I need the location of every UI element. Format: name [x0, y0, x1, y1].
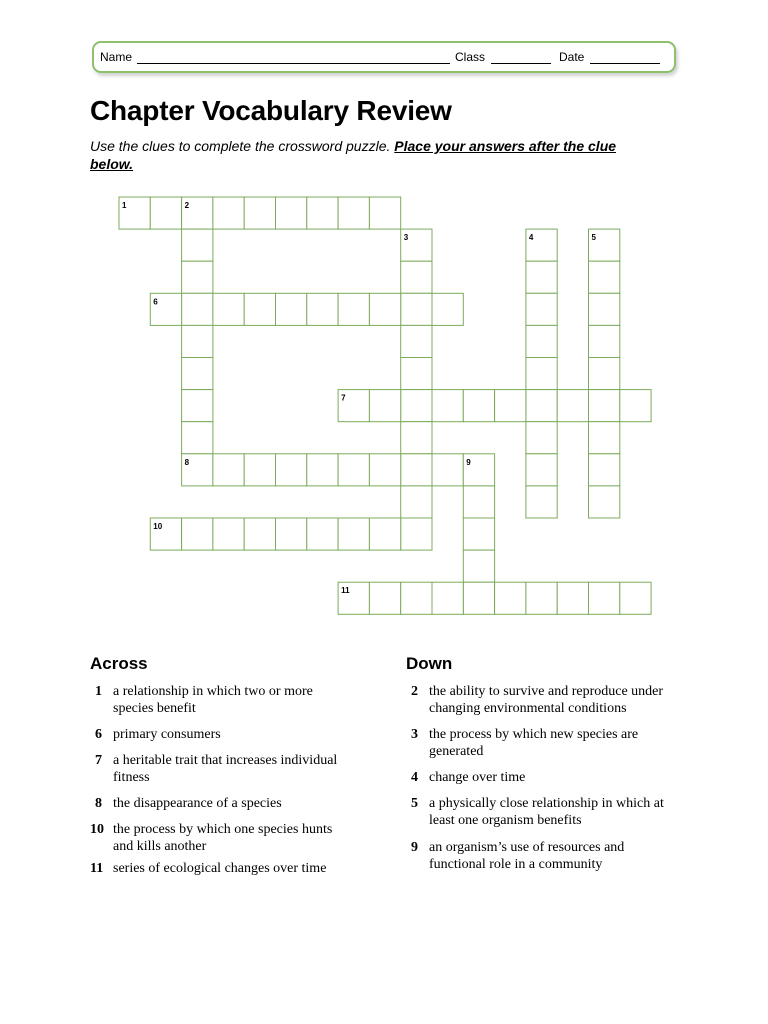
crossword-cell[interactable] [432, 582, 463, 614]
crossword-cell[interactable] [526, 293, 557, 325]
crossword-cell[interactable] [244, 454, 275, 486]
crossword-cell[interactable] [432, 390, 463, 422]
crossword-cell[interactable] [338, 454, 369, 486]
crossword-cell[interactable] [495, 390, 526, 422]
crossword-cell[interactable] [463, 486, 494, 518]
clue-number: 7 [95, 753, 102, 768]
crossword-cell[interactable] [369, 518, 400, 550]
crossword-cell[interactable] [401, 293, 432, 325]
clue-number: 9 [411, 840, 418, 855]
crossword-cell[interactable] [338, 293, 369, 325]
clue-number-5: 5 [591, 233, 596, 243]
crossword-cell[interactable] [526, 454, 557, 486]
clue-number-7: 7 [341, 393, 346, 403]
clue-text: a physically close relationship in which at least one organism benefits [429, 796, 664, 828]
instructions-emphasis: Place your answers after the clue below. [90, 138, 617, 172]
crossword-cell[interactable] [401, 518, 432, 550]
crossword-cell[interactable] [213, 518, 244, 550]
crossword-cell[interactable] [182, 261, 213, 293]
clue-text: a heritable trait that increases individual fitness [113, 753, 338, 785]
crossword-cell[interactable] [369, 293, 400, 325]
crossword-cell[interactable] [338, 197, 369, 229]
clue-text: the disappearance of a species [113, 796, 282, 811]
crossword-cell[interactable] [526, 358, 557, 390]
crossword-cell[interactable] [526, 582, 557, 614]
crossword-cell[interactable] [401, 422, 432, 454]
crossword-cell[interactable] [401, 390, 432, 422]
crossword-cell[interactable] [589, 422, 620, 454]
clue-number: 5 [411, 796, 418, 811]
clue-number-10: 10 [153, 522, 163, 531]
class-label: Class [455, 50, 486, 64]
name-label: Name [100, 50, 133, 64]
crossword-cell[interactable] [401, 325, 432, 357]
clue-number: 1 [95, 684, 102, 699]
clue-text: the process by which one species hunts and kills another [113, 822, 333, 854]
clue-number-2: 2 [184, 201, 190, 210]
crossword-cell[interactable] [307, 518, 338, 550]
clue-text: the ability to survive and reproduce under changing environmental conditions [429, 684, 664, 716]
crossword-cell[interactable] [526, 325, 557, 357]
crossword-cell[interactable] [369, 390, 400, 422]
clue-number: 6 [95, 727, 102, 742]
crossword-cell[interactable] [526, 422, 557, 454]
crossword-cell[interactable] [463, 582, 494, 614]
clue-number: 10 [90, 822, 104, 837]
clue-number: 11 [90, 861, 104, 876]
crossword-cell[interactable] [432, 454, 463, 486]
crossword-cell[interactable] [244, 197, 275, 229]
crossword-cell[interactable] [557, 582, 588, 614]
crossword-cell[interactable] [401, 454, 432, 486]
page-title: Chapter Vocabulary Review [90, 95, 452, 126]
clue-number-11: 11 [341, 586, 350, 596]
crossword-cell[interactable] [307, 454, 338, 486]
crossword-cell[interactable] [369, 454, 400, 486]
crossword-cell[interactable] [589, 582, 620, 614]
crossword-cell[interactable] [557, 390, 588, 422]
clue-number-8: 8 [184, 457, 190, 467]
crossword-cell[interactable] [182, 422, 213, 454]
crossword-cell[interactable] [589, 358, 620, 390]
crossword-cell[interactable] [276, 454, 307, 486]
crossword-cell[interactable] [369, 582, 400, 614]
crossword-cell[interactable] [620, 582, 651, 614]
clue-text: series of ecological changes over time [113, 861, 327, 876]
date-label: Date [559, 50, 585, 64]
crossword-cell[interactable] [213, 293, 244, 325]
crossword-cell[interactable] [276, 197, 307, 229]
crossword-cell[interactable] [182, 358, 213, 390]
crossword-cell[interactable] [213, 454, 244, 486]
clue-number: 3 [411, 727, 418, 742]
clue-number: 8 [95, 796, 102, 811]
crossword-cell[interactable] [589, 454, 620, 486]
crossword-cell[interactable] [182, 229, 213, 261]
crossword-cell[interactable] [401, 486, 432, 518]
clue-text: an organism’s use of resources and functional role in a community [429, 840, 625, 872]
crossword-cell[interactable] [401, 358, 432, 390]
crossword-cell[interactable] [213, 197, 244, 229]
crossword-cell[interactable] [526, 261, 557, 293]
clue-text: a relationship in which two or more species benefit [113, 684, 313, 716]
crossword-cell[interactable] [182, 518, 213, 550]
crossword-cell[interactable] [244, 518, 275, 550]
instructions-text: Use the clues to complete the crossword puzzle. [90, 138, 391, 154]
crossword-cell[interactable] [463, 518, 494, 550]
crossword-cell[interactable] [338, 518, 369, 550]
crossword-cell[interactable] [589, 325, 620, 357]
crossword-cell[interactable] [620, 390, 651, 422]
crossword-cell[interactable] [432, 293, 463, 325]
crossword-cell[interactable] [276, 293, 307, 325]
clue-number: 4 [411, 770, 418, 785]
clue-number-1: 1 [122, 201, 127, 210]
clue-text: primary consumers [113, 727, 221, 742]
crossword-cell[interactable] [495, 582, 526, 614]
crossword-cell[interactable] [589, 261, 620, 293]
crossword-cell[interactable] [526, 486, 557, 518]
crossword-cell[interactable] [589, 390, 620, 422]
clue-number-9: 9 [466, 457, 471, 467]
crossword-cell[interactable] [369, 197, 400, 229]
crossword-cell[interactable] [307, 197, 338, 229]
crossword-cell[interactable] [244, 293, 275, 325]
crossword-cell[interactable] [182, 325, 213, 357]
crossword-cell[interactable] [276, 518, 307, 550]
clue-number-3: 3 [403, 233, 409, 243]
crossword-cell[interactable] [307, 293, 338, 325]
crossword-cell[interactable] [401, 582, 432, 614]
clue-number-6: 6 [153, 297, 158, 307]
down-heading: Down [406, 654, 453, 673]
crossword-cell[interactable] [589, 486, 620, 518]
clue-number: 2 [411, 684, 418, 699]
across-heading: Across [90, 654, 148, 673]
clue-text: the process by which new species are generated [429, 727, 639, 759]
crossword-cell[interactable] [589, 293, 620, 325]
crossword-cell[interactable] [182, 390, 213, 422]
crossword-cell[interactable] [401, 261, 432, 293]
crossword-cell[interactable] [182, 293, 213, 325]
crossword-cell[interactable] [463, 550, 494, 582]
clue-number-4: 4 [528, 233, 534, 243]
clue-text: change over time [429, 770, 526, 785]
crossword-cell[interactable] [150, 197, 181, 229]
crossword-cell[interactable] [463, 390, 494, 422]
crossword-cell[interactable] [526, 390, 557, 422]
